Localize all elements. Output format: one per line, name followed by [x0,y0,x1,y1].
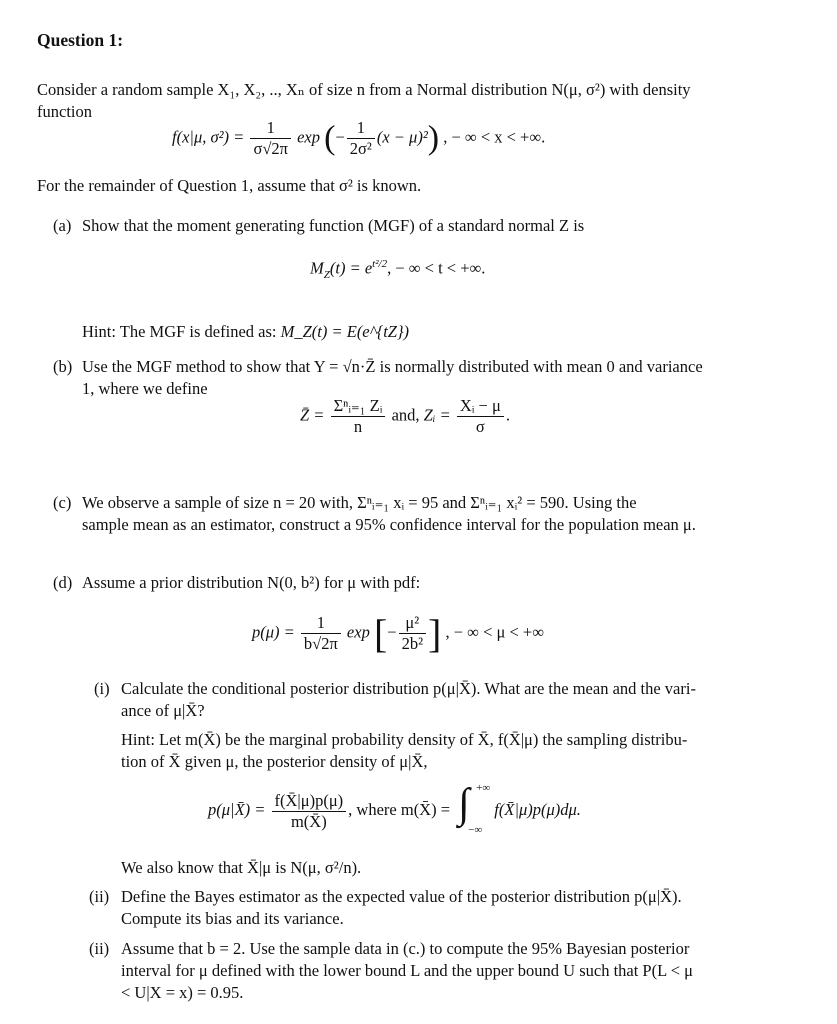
part-b-label: (b) [53,357,73,376]
know-line: We also know that X̄|μ is N(μ, σ²/n). [121,858,362,877]
density-range: , − ∞ < x < +∞. [443,127,546,147]
part-d-ii-line-2: Compute its bias and its variance. [121,909,344,928]
prior-den: b√2π [303,634,338,653]
part-d-ii-label: (ii) [89,887,110,906]
inner-frac-den: 2σ² [349,139,372,158]
zi-num: Xᵢ − μ [457,396,504,417]
prior-formula: p(μ) = $\frac{1}{b√2\pi}$ exp [− $\frac{\text{μ²}}{\text{2b²}}$ ] , − ∞ < μ < +∞ [252,611,544,656]
part-d-text: Assume a prior distribution N(0, b²) for μ with pdf: [82,573,421,592]
posterior-fraction [272,791,347,832]
part-d-label: (d) [53,573,73,592]
mgf-formula [310,258,485,281]
zi-period: . [505,405,510,425]
intro-line-1: Consider a random sample X₁, X₂, .., Xₙ of size n from a Normal distribution N(μ, σ²) with density [37,80,691,99]
part-b-line-1: Use the MGF method to show that Y = √n·Z̄ is normally distributed with mean 0 and variance [82,357,703,376]
density-formula: f(x|μ, σ²) = $\frac{1}{\sigma√2\pi}$ exp (− $\frac{1}{\text{2σ²}}$ (x − μ)²) , − ∞ < x < +∞. [172,118,546,158]
hint-formula: M_Z(t) = E(e^{tZ}) [280,322,410,341]
part-d-i-line-2: ance of μ|X̄? [121,701,205,720]
part-d-iii-line-1: Assume that b = 2. Use the sample data in (c.) to compute the 95% Bayesian posterior [121,939,690,958]
zbar-lhs: Z̄ = [300,405,325,425]
posterior-where: , where m(X̄) = [348,799,451,819]
mgf-sub: Z [323,268,330,281]
prior-fraction [301,613,341,654]
part-c-line-2: sample mean as an estimator, construct a 95% confidence interval for the population mean μ. [82,515,696,534]
inner-frac-num: 1 [347,118,375,139]
posterior-den: m(X̄) [290,811,327,831]
part-d-iii-label: (ii) [89,939,110,958]
part-d-ii-line-1: Define the Bayes estimator as the expected value of the posterior distribution p(μ|X̄). [121,887,682,906]
mgf-tail: , − ∞ < t < +∞. [387,258,486,278]
integral-body: f(X̄|μ)p(μ)dμ. [494,799,581,819]
left-paren: ( [324,119,336,157]
posterior-formula [208,781,581,836]
integral-sign: ∫ [458,781,470,827]
part-b-line-2: 1, where we define [82,379,208,398]
posterior-lhs: p(μ|X̄) = [208,799,266,819]
right-paren: ) [427,119,440,157]
density-frac-num: 1 [250,118,291,139]
integral-lower: −∞ [468,824,483,836]
part-d-hint-line-2: tion of X̄ given μ, the posterior density of μ|X̄, [121,752,428,771]
part-d-iii-line-3: < U|X = x) = 0.95. [121,983,244,1002]
prior-num: 1 [301,613,341,634]
zbar-den: n [353,417,363,436]
density-inner-fraction [347,118,375,159]
right-bracket: ] [428,611,442,656]
part-a-label: (a) [53,216,72,235]
prior-inner-fraction [399,613,426,654]
question-title: Question 1: [37,30,124,50]
part-d-i-label: (i) [94,679,110,698]
part-d-i-line-1: Calculate the conditional posterior distribution p(μ|X̄). What are the mean and the vari- [121,679,696,698]
posterior-num: f(X̄|μ)p(μ) [272,791,347,812]
part-c-line-1: We observe a sample of size n = 20 with, Σⁿᵢ₌₁ xᵢ = 95 and Σⁿᵢ₌₁ xᵢ² = 590. Using the [82,493,637,512]
zbar-num: Σⁿᵢ₌₁ Zᵢ [331,396,386,417]
part-a-text: Show that the moment generating function (MGF) of a standard normal Z is [82,216,585,235]
part-d-iii-line-2: interval for μ defined with the lower bound L and the upper bound U such that P(L < μ [121,961,693,980]
left-bracket: [ [373,611,388,656]
mgf-sup: t²/2 [372,258,388,270]
zbar-formula [300,396,510,437]
density-frac-den: σ√2π [253,139,288,158]
prior-exp: exp [346,622,370,642]
integral-block [454,781,491,836]
prior-inner-num: μ² [399,613,426,634]
mgf-mid: (t) = e [329,258,373,278]
integral-upper: +∞ [476,782,491,794]
prior-inner-den: 2b² [401,634,424,653]
zi-fraction [457,396,504,437]
part-a-hint [82,322,409,342]
density-exp: exp [297,127,320,147]
prior-lhs: p(μ) = [252,622,295,642]
and-text: and, [391,405,420,425]
part-d-hint-line-1: Hint: Let m(X̄) be the marginal probability density of X̄, f(X̄|μ) the sampling distribu- [121,730,688,749]
zi-lhs: Zᵢ = [423,405,451,425]
hint-prefix: Hint: The MGF is defined as: [82,322,277,341]
density-inner-tail: (x − μ)² [376,127,428,147]
density-fraction [250,118,291,159]
prior-range: , − ∞ < μ < +∞ [445,622,544,642]
remainder-text: For the remainder of Question 1, assume that σ² is known. [37,176,422,195]
zi-den: σ [475,417,485,436]
density-lhs: f(x|μ, σ²) = [172,127,245,147]
zbar-fraction [331,396,386,437]
mgf-lhs: M [310,258,324,278]
part-c-label: (c) [53,493,72,512]
intro-line-2: function [37,102,92,121]
